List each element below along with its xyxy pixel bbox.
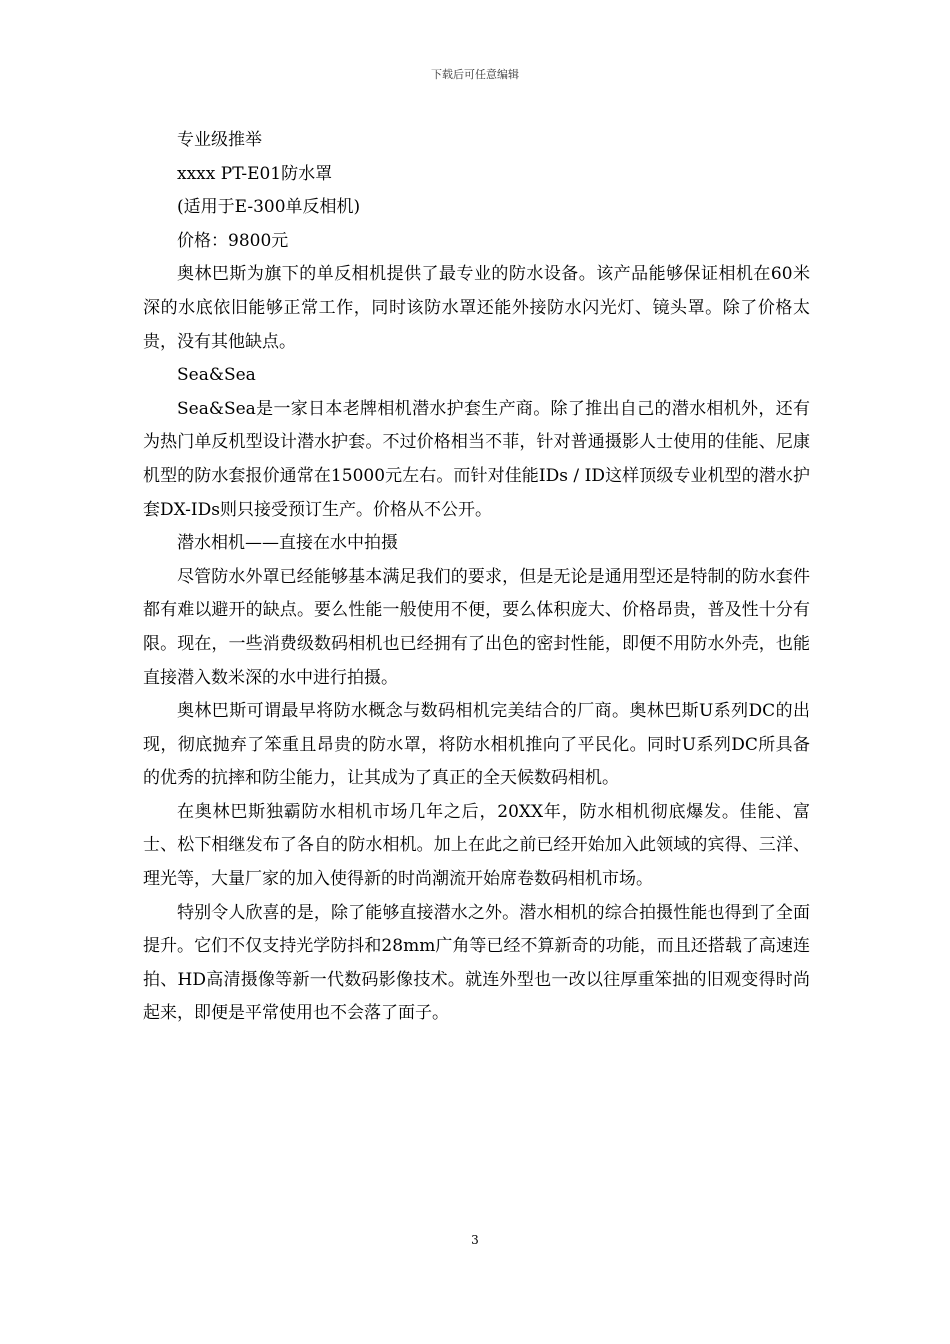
paragraph-market-boom: 在奥林巴斯独霸防水相机市场几年之后，20XX年，防水相机彻底爆发。佳能、富士、松下相继发布了各自的防水相机。加上在此之前已经开始加入此领域的宾得、三洋、理光等，大量厂家的加入使得新的时尚潮流开始席卷数码相机市场。 (143, 801, 810, 890)
heading-professional-recommendation: 专业级推举 (177, 130, 262, 150)
page-number: 3 (471, 1233, 479, 1247)
product-name: xxxx PT-E01防水罩 (177, 163, 333, 184)
product-price: 价格：9800元 (177, 230, 289, 251)
paragraph-sea-and-sea: Sea&Sea是一家日本老牌相机潜水护套生产商。除了推出自己的潜水相机外，还有为热门单反机型设计潜水护套。不过价格相当不菲，针对普通摄影人士使用的佳能、尼康机型的防水套报价通常在15000元左右。而针对佳能IDs / ID这样顶级专业机型的潜水护套DX-IDs则只接受预订生产。价格从不公开。 (143, 398, 810, 520)
paragraph-housing-drawbacks: 尽管防水外罩已经能够基本满足我们的要求，但是无论是通用型还是特制的防水套件都有难以避开的缺点。要么性能一般使用不便，要么体积庞大、价格昂贵，普及性十分有限。现在，一些消费级数码相机也已经拥有了出色的密封性能，即便不用防水外壳，也能直接潜入数米深的水中进行拍摄。 (143, 566, 810, 688)
heading-sea-and-sea: Sea&Sea (177, 365, 256, 386)
paragraph-olympus-housing: 奥林巴斯为旗下的单反相机提供了最专业的防水设备。该产品能够保证相机在60米深的水底依旧能够正常工作，同时该防水罩还能外接防水闪光灯、镜头罩。除了价格太贵，没有其他缺点。 (143, 264, 810, 352)
page-footer (0, 1233, 950, 1247)
product-compatibility: (适用于E-300单反相机) (177, 197, 361, 218)
paragraph-olympus-u-series: 奥林巴斯可谓最早将防水概念与数码相机完美结合的厂商。奥林巴斯U系列DC的出现，彻底抛弃了笨重且昂贵的防水罩，将防水相机推向了平民化。同时U系列DC所具备的优秀的抗摔和防尘能力，让其成为了真正的全天候数码相机。 (143, 701, 810, 789)
page-header (0, 66, 950, 82)
paragraph-performance: 特别令人欣喜的是，除了能够直接潜水之外。潜水相机的综合拍摄性能也得到了全面提升。它们不仅支持光学防抖和28mm广角等已经不算新奇的功能，而且还搭载了高速连拍、HD高清摄像等新一代数码影像技术。就连外型也一改以往厚重笨拙的旧观变得时尚起来，即便是平常使用也不会落了面子。 (143, 902, 810, 1024)
header-note: 下载后可任意编辑 (431, 68, 519, 81)
document-body (143, 124, 810, 1031)
heading-underwater-cameras: 潜水相机——直接在水中拍摄 (177, 533, 398, 554)
